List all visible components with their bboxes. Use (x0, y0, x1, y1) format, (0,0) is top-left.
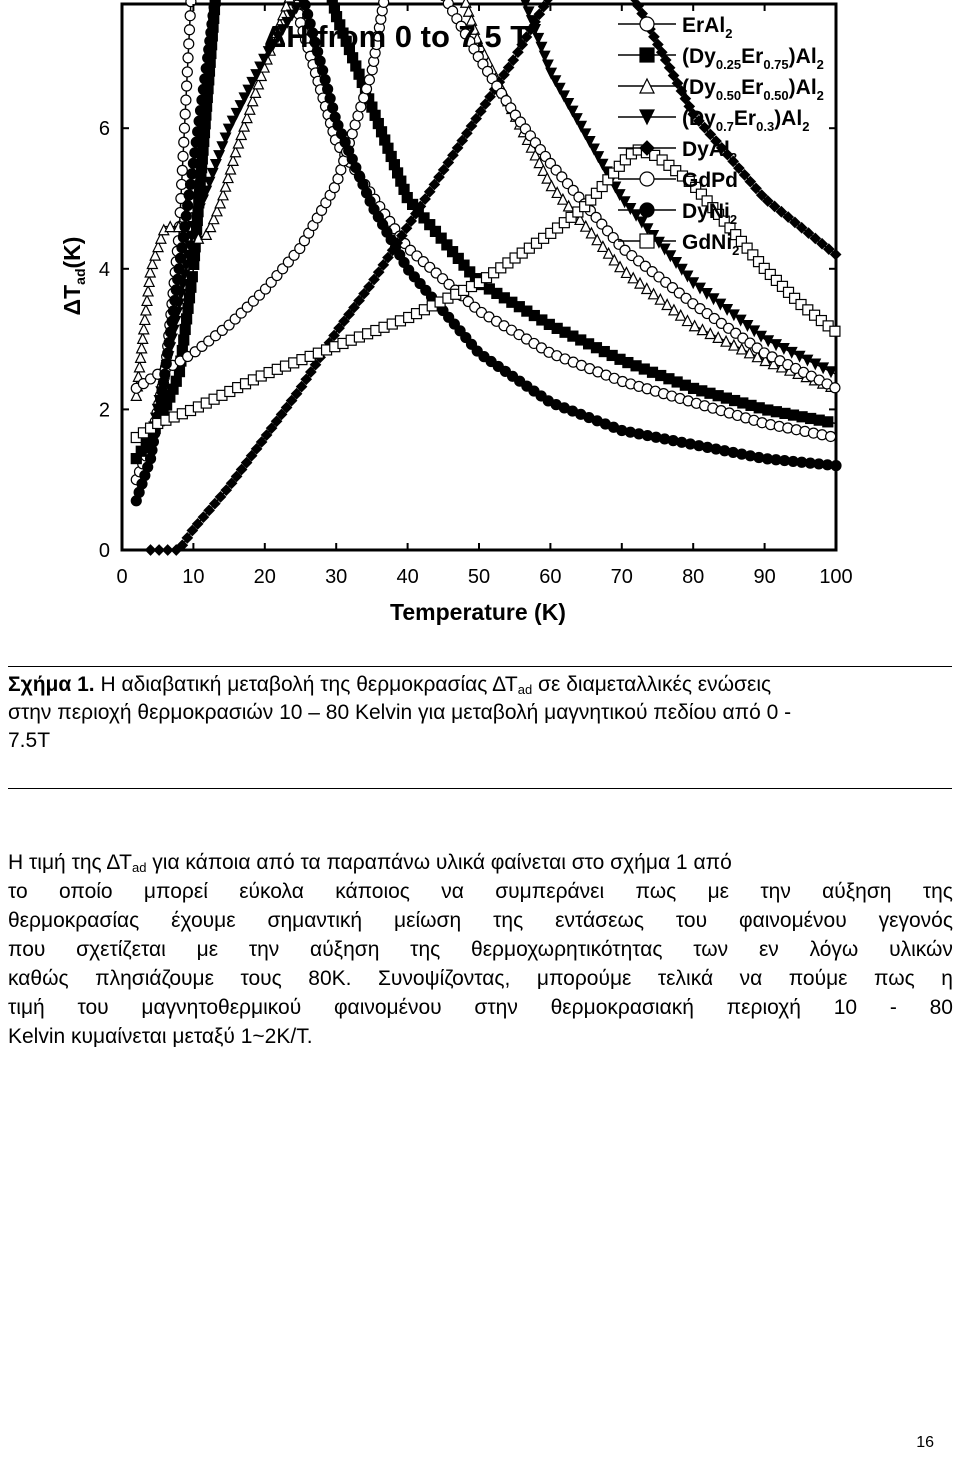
body-paragraph (8, 848, 953, 1051)
word: μπορεί (143, 880, 208, 903)
x-tick-label: 20 (253, 566, 276, 588)
caption-text: Η αδιαβατική μεταβολή της θερμοκρασίας ΔΤ (94, 673, 518, 696)
word: εντάσεως (555, 909, 644, 932)
data-point (184, 293, 194, 303)
data-point (190, 148, 200, 158)
data-point (174, 264, 184, 274)
word: περιοχή (726, 996, 801, 1019)
data-point (201, 63, 211, 73)
word: έχουμε (171, 909, 236, 932)
data-point (177, 165, 187, 175)
caption-rule-bottom (8, 788, 952, 789)
word: τελικά (657, 967, 714, 990)
paragraph-line (8, 993, 953, 1022)
word: με (707, 880, 730, 903)
word: να (441, 880, 464, 903)
legend-marker (640, 234, 654, 248)
data-point (164, 338, 174, 348)
word: αύξηση (822, 880, 892, 903)
word: πούμε (788, 967, 848, 990)
word: καθώς (8, 967, 69, 990)
word: οποίο (59, 880, 113, 903)
legend-label: GdPd (682, 169, 738, 192)
data-point (185, 11, 195, 21)
data-point (303, 9, 313, 19)
word: θερμοκρασίας (8, 909, 140, 932)
data-point (186, 282, 196, 292)
legend-label: $(Dy_{0.50}Er_{0.50})Al_2$ (682, 76, 824, 103)
data-point (144, 276, 154, 286)
word: υλικών (889, 938, 953, 961)
data-point (180, 324, 190, 334)
legend-marker (640, 17, 654, 31)
x-tick-label: 80 (682, 566, 705, 588)
word: μείωση (394, 909, 462, 932)
data-point (178, 232, 188, 242)
data-point (182, 81, 192, 91)
data-point (184, 25, 194, 35)
word: που (8, 938, 46, 961)
data-point (187, 169, 197, 179)
data-point (300, 0, 310, 10)
data-point (200, 74, 210, 84)
paragraph-line (8, 906, 953, 935)
data-point (179, 137, 189, 147)
legend-label: GdNi$_2$ (682, 231, 740, 258)
word: - (889, 996, 897, 1019)
data-point (323, 84, 333, 94)
word: θερμοχωρητικότητας (471, 938, 663, 961)
x-tick-label: 70 (610, 566, 633, 588)
word: μαγνητοθερμικού (141, 996, 302, 1019)
data-point (178, 151, 188, 161)
caption-line: 7.5Τ (8, 729, 51, 752)
data-point (320, 75, 330, 85)
data-point (136, 352, 146, 362)
word: της (410, 938, 441, 961)
x-tick-label: 10 (182, 566, 205, 588)
data-point (171, 285, 181, 295)
svg-text:ΔTad(K): $\Delta T_{ad}(K)$ (59, 236, 88, 316)
data-point (181, 95, 191, 105)
data-point (166, 327, 176, 337)
data-point (196, 106, 206, 116)
x-axis-label: Temperature (K) (390, 599, 566, 625)
x-tick-label: 30 (325, 566, 348, 588)
y-tick-label: 4 (98, 258, 110, 281)
word: 80 (929, 996, 953, 1019)
word: φαινομένου (738, 909, 847, 932)
data-point (831, 461, 841, 471)
word: γεγονός (878, 909, 953, 932)
word: της (922, 880, 953, 903)
word: πως (874, 967, 915, 990)
data-point (143, 286, 153, 296)
data-point (364, 75, 374, 85)
data-point (183, 53, 193, 63)
data-point (830, 383, 840, 393)
data-point (193, 127, 203, 137)
word: σημαντική (267, 909, 363, 932)
word: φαινομένου (333, 996, 442, 1019)
data-point (182, 314, 192, 324)
data-point (134, 362, 144, 372)
word: με (196, 938, 219, 961)
data-point (170, 295, 180, 305)
word: πως (635, 880, 677, 903)
word: τιμή (8, 996, 45, 1019)
caption-text-cont: σε διαμεταλλικές ενώσεις (532, 673, 772, 696)
data-point (180, 222, 190, 232)
legend-label: DyAl$_2$ (682, 138, 738, 165)
data-point (186, 179, 196, 189)
figure-caption (8, 671, 953, 755)
data-point (183, 201, 193, 211)
caption-line: στην περιοχή θερμοκρασιών 10 – 80 Kelvin για μεταβολή μαγνητικού πεδίου από 0 - (8, 701, 792, 724)
legend-marker (640, 48, 654, 62)
word: να (739, 967, 763, 990)
word: μπορούμε (536, 967, 632, 990)
data-point (176, 253, 186, 263)
word: την (760, 880, 791, 903)
plot-area (131, 0, 841, 555)
data-point (284, 0, 294, 2)
data-point (138, 333, 148, 343)
paragraph-line (8, 877, 953, 906)
data-point (160, 369, 170, 379)
paragraph-line: Η τιμή της $\Delta T_{ad}$ για κάποια από τα παραπάνω υλικά φαίνεται στο σχήμα 1 από (8, 851, 732, 875)
data-point (168, 306, 178, 316)
y-tick-label: 2 (98, 399, 110, 422)
data-point (318, 65, 328, 75)
x-tick-label: 50 (467, 566, 491, 588)
word: συμπεράνει (495, 880, 605, 903)
word: πλησιάζουμε (95, 967, 214, 990)
word: λόγω (809, 938, 859, 961)
data-point (173, 274, 183, 284)
word: του (675, 909, 708, 932)
word: της (493, 909, 524, 932)
legend-marker (640, 203, 654, 217)
data-point (137, 343, 147, 353)
data-point (171, 376, 181, 386)
data-point (186, 0, 196, 7)
word: του (77, 996, 109, 1019)
chart-title: ΔH from 0 to 7.5 T (264, 19, 530, 54)
data-point (198, 85, 208, 95)
data-point (823, 417, 833, 427)
paragraph-line (8, 935, 953, 964)
legend-marker (640, 172, 654, 186)
x-tick-label: 40 (396, 566, 419, 588)
data-point (325, 93, 335, 103)
y-axis (88, 0, 836, 562)
word: στην (474, 996, 518, 1019)
word: αύξηση (310, 938, 380, 961)
page-number: 16 (916, 1434, 934, 1451)
y-tick-label: 0 (98, 540, 110, 562)
x-tick-label: 100 (819, 566, 853, 588)
data-point (140, 314, 150, 324)
word: σχετίζεται (76, 938, 166, 961)
caption-subscript: ad (517, 682, 533, 697)
word: Συνοψίζοντας, (377, 967, 511, 990)
data-point (179, 335, 189, 345)
legend-label: $(Dy_{0.25}Er_{0.75})Al_2$ (682, 45, 824, 72)
word: των (693, 938, 729, 961)
data-point (197, 95, 207, 105)
word: τους (240, 967, 282, 990)
word: κάποιος (335, 880, 410, 903)
word: την (248, 938, 280, 961)
data-point (315, 56, 325, 66)
data-point (379, 0, 389, 7)
data-point (183, 303, 193, 313)
data-point (167, 317, 177, 327)
data-point (194, 116, 204, 126)
x-tick-label: 60 (539, 566, 562, 588)
data-point (179, 123, 189, 133)
y-tick-label: 6 (98, 118, 110, 141)
data-point (182, 67, 192, 77)
data-point (328, 103, 338, 113)
x-tick-label: 0 (116, 566, 128, 588)
data-point (180, 109, 190, 119)
data-point (188, 158, 198, 168)
data-point (826, 431, 836, 441)
data-point (139, 324, 149, 334)
data-point (461, 0, 471, 7)
data-point (184, 39, 194, 49)
word: εν (758, 938, 779, 961)
word: εύκολα (239, 880, 304, 903)
legend-label: DyNi$_2$ (682, 200, 738, 227)
legend-label: ErAl$_2$ (682, 14, 733, 41)
word: η (941, 967, 953, 990)
data-point (830, 326, 840, 336)
data-point (181, 211, 191, 221)
x-tick-label: 90 (753, 566, 776, 588)
data-point (141, 305, 151, 315)
word: 80Κ. (308, 967, 352, 990)
paragraph-line (8, 964, 953, 993)
data-point (177, 243, 187, 253)
data-point (161, 359, 171, 369)
word: 10 (833, 996, 858, 1019)
word: θερμοκρασιακή (550, 996, 694, 1019)
delta-t-chart (0, 0, 960, 640)
word: το (8, 880, 28, 903)
caption-label: Σχήμα 1. (8, 673, 95, 696)
data-point (187, 272, 197, 282)
y-axis-label (59, 237, 88, 316)
caption-rule-top (8, 666, 952, 667)
data-point (142, 295, 152, 305)
data-point (163, 348, 173, 358)
data-point (191, 137, 201, 147)
data-point (184, 190, 194, 200)
legend-label: $(Dy_{0.7}Er_{0.3})Al_2$ (682, 107, 810, 134)
paragraph-line: Kelvin κυμαίνεται μεταξύ 1~2Κ/Τ. (8, 1025, 313, 1048)
